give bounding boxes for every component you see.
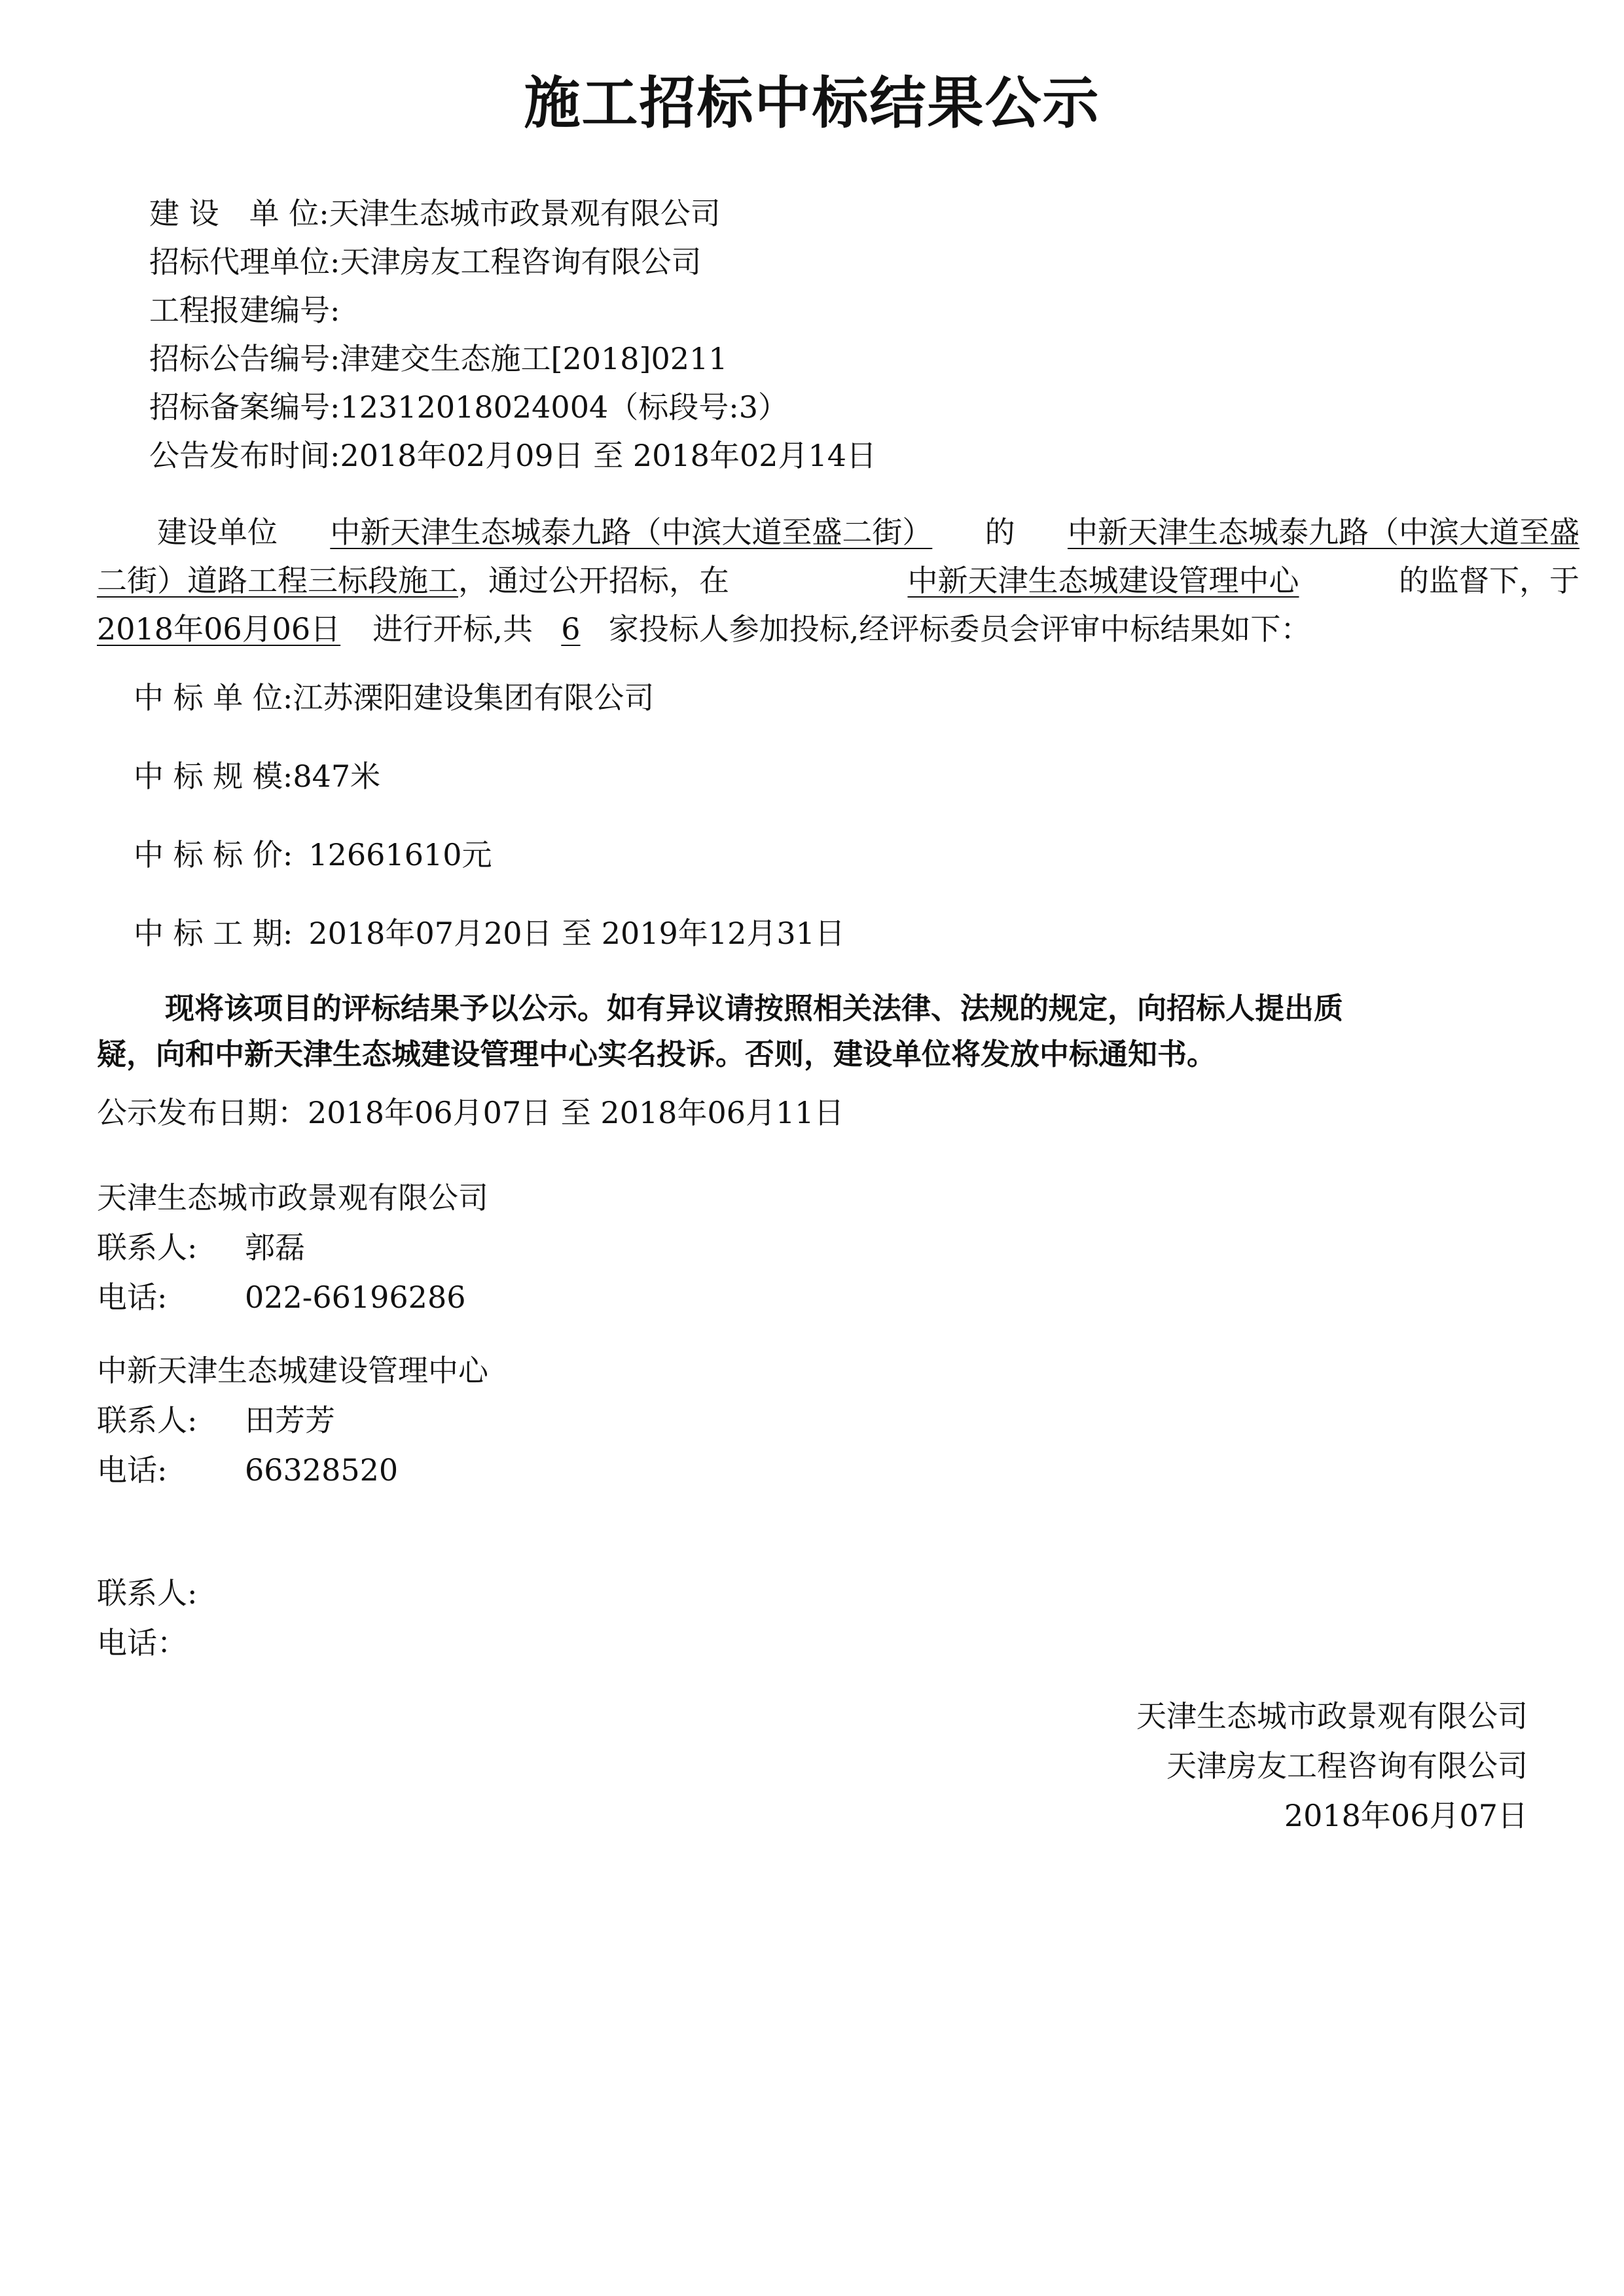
price-value: 12661610元 [308, 837, 492, 872]
contact2-person-label: 联系人: [97, 1403, 198, 1438]
agent-label: 招标代理单位: [149, 244, 340, 279]
signature-org1: 天津生态城市政景观有限公司 [1136, 1698, 1528, 1734]
notice-line-1: 现将该项目的评标结果予以公示。如有异议请按照相关法律、法规的规定，向招标人提出质 [165, 991, 1344, 1026]
period-value: 2018年07月20日 至 2019年12月31日 [308, 916, 845, 951]
intro-text-1: 建设单位 [157, 514, 278, 550]
blank-contact-phone-label: 电话： [97, 1625, 187, 1660]
scale-label: 中 标 规 模: [134, 759, 293, 794]
project-no-label: 工程报建编号: [149, 293, 340, 328]
intro-line-3 [97, 605, 1579, 653]
agent-value: 天津房友工程咨询有限公司 [340, 244, 702, 279]
notice-no-value: 津建交生态施工[2018]0211 [340, 341, 728, 376]
intro-text-4: 的监督下，于 [1399, 563, 1579, 598]
build-unit-row [149, 194, 721, 233]
period-label: 中 标 工 期: [134, 916, 293, 951]
contact1-phone-row [97, 1278, 465, 1317]
intro-date: 2018年06月06日 [97, 611, 341, 647]
record-no-label: 招标备案编号: [149, 389, 340, 425]
build-unit-label: 建 设 单 位: [149, 196, 329, 231]
page-title: 施工招标中标结果公示 [524, 71, 1100, 136]
price-row [134, 835, 492, 874]
contact2-person: 田芳芳 [245, 1403, 335, 1438]
intro-text-3: ，通过公开招标，在 [458, 563, 729, 598]
intro-project-line2: 二街）道路工程三标段施工 [97, 563, 458, 598]
intro-text-5: 进行开标,共 [372, 611, 533, 647]
intro-text-2: 的 [984, 514, 1015, 550]
publish-time-value: 2018年02月09日 至 2018年02月14日 [340, 438, 877, 473]
record-no-row [149, 387, 788, 427]
intro-project-line1: 中新天津生态城泰九路（中滨大道至盛 [1067, 514, 1579, 550]
contact1-person-row [97, 1228, 305, 1267]
winner-row [134, 678, 654, 717]
intro-unit: 中新天津生态城泰九路（中滨大道至盛二街） [330, 514, 933, 550]
publish-time-label: 公告发布时间: [149, 438, 340, 473]
notice-no-row [149, 339, 728, 378]
build-unit-value: 天津生态城市政景观有限公司 [329, 196, 721, 231]
scale-value: 847米 [293, 759, 381, 794]
scale-row [134, 757, 380, 796]
notice-no-label: 招标公告编号: [149, 341, 340, 376]
publicity-date: 公示发布日期：2018年06月07日 至 2018年06月11日 [97, 1095, 844, 1130]
contact1-phone-label: 电话: [97, 1280, 168, 1315]
contact2-phone: 66328520 [245, 1452, 399, 1488]
contact1-org: 天津生态城市政景观有限公司 [97, 1180, 488, 1215]
contact2-phone-row [97, 1450, 398, 1490]
project-no-row [149, 291, 340, 330]
contact1-person: 郭磊 [245, 1230, 305, 1265]
contact2-phone-label: 电话: [97, 1452, 168, 1488]
record-no-value: 12312018024004（标段号:3） [340, 389, 788, 425]
contact1-phone: 022-66196286 [245, 1280, 466, 1315]
price-label: 中 标 标 价: [134, 837, 293, 872]
intro-count: 6 [561, 611, 581, 647]
winner-value: 江苏溧阳建设集团有限公司 [293, 680, 655, 715]
contact2-org: 中新天津生态城建设管理中心 [97, 1353, 488, 1388]
agent-row [149, 242, 702, 281]
intro-supervisor: 中新天津生态城建设管理中心 [907, 563, 1299, 598]
signature-org2: 天津房友工程咨询有限公司 [1166, 1748, 1528, 1784]
contact1-person-label: 联系人: [97, 1230, 198, 1265]
intro-paragraph [97, 508, 1579, 653]
intro-line-1 [97, 508, 1579, 556]
signature-date: 2018年06月07日 [1284, 1798, 1528, 1833]
contact2-person-row [97, 1401, 335, 1440]
notice-line-2: 疑，向和中新天津生态城建设管理中心实名投诉。否则，建设单位将发放中标通知书。 [97, 1037, 1217, 1071]
winner-label: 中 标 单 位: [134, 680, 293, 715]
period-row [134, 914, 845, 953]
intro-text-6: 家投标人参加投标,经评标委员会评审中标结果如下： [608, 611, 1311, 647]
intro-line-2 [97, 556, 1579, 605]
publish-time-row [149, 436, 876, 475]
blank-contact-person-label: 联系人: [97, 1575, 198, 1611]
